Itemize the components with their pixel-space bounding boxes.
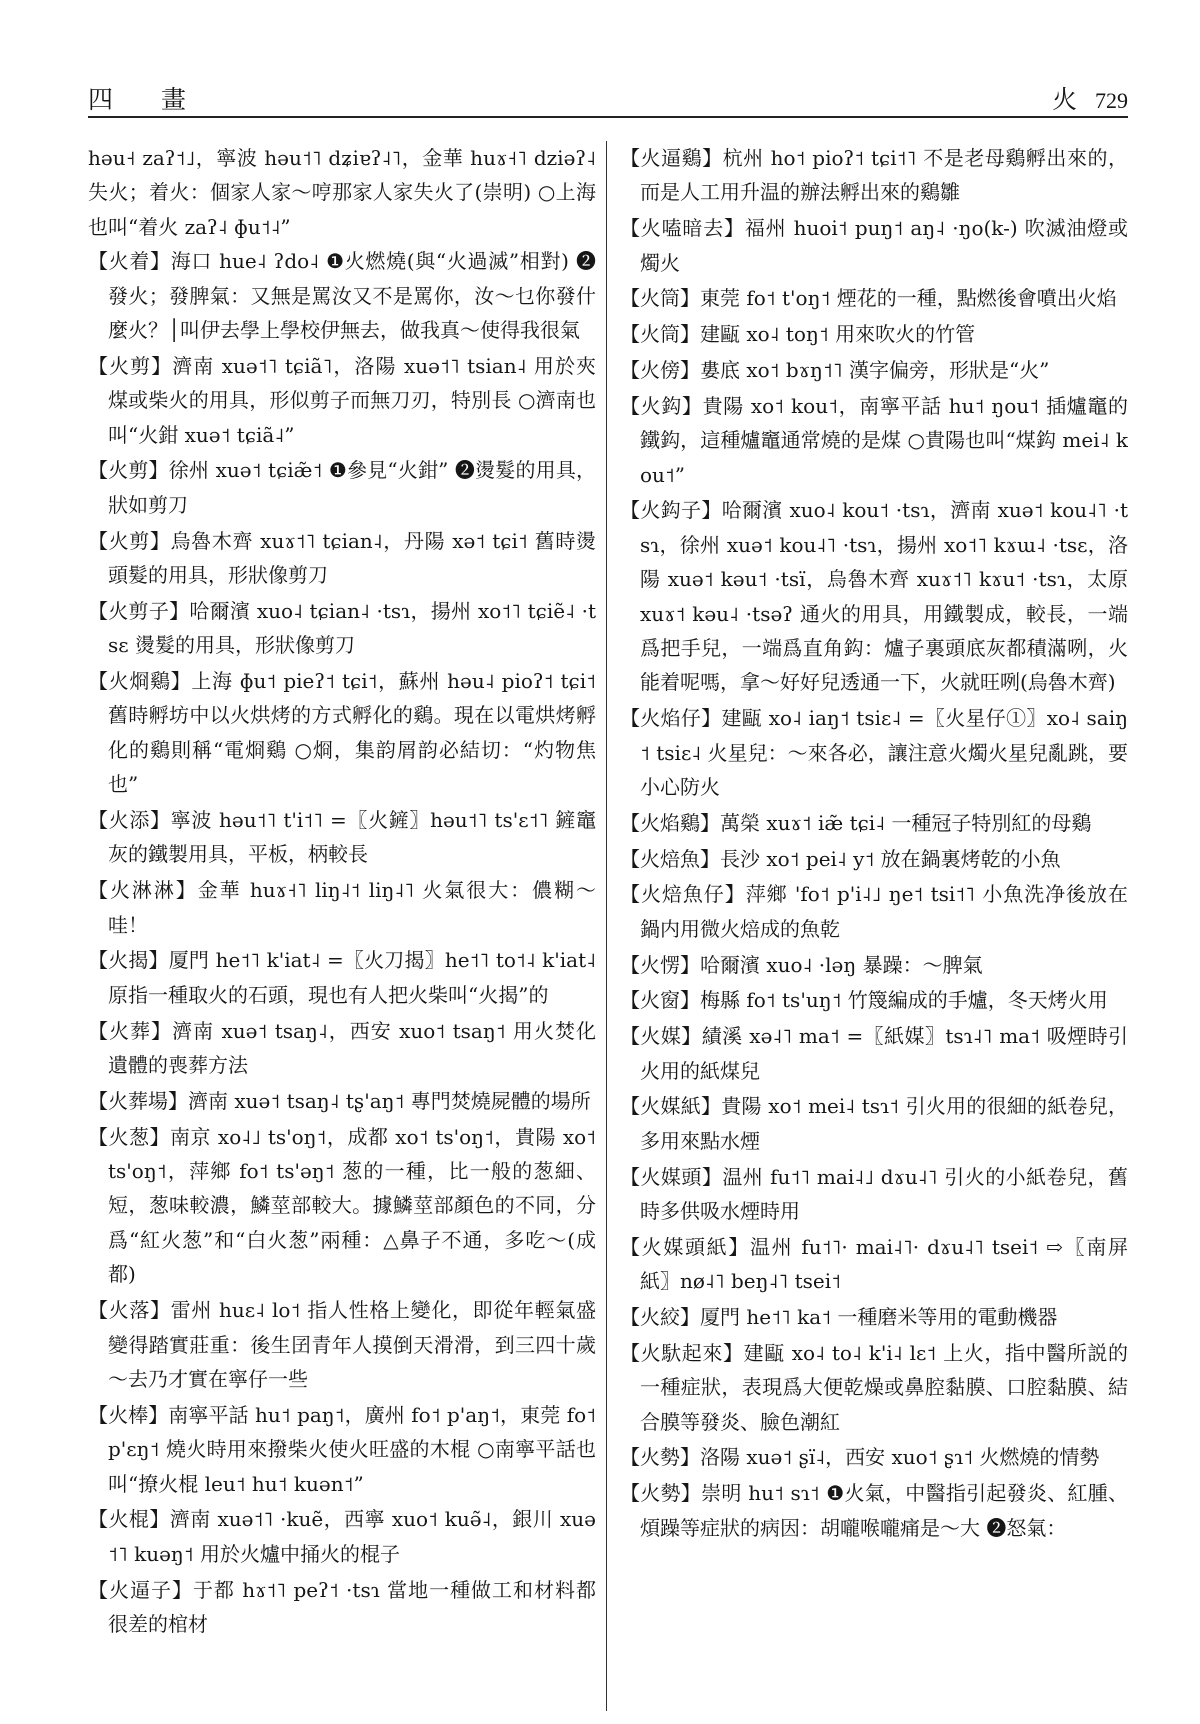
entry-headword: 【火筒】 xyxy=(620,286,700,311)
entry-headword: 【火添】 xyxy=(88,808,171,833)
header-rule xyxy=(88,116,1128,118)
entry-definition: 洛陽 xuǝ˦ ʂï˨，西安 xuo˦ ʂɿ˦ 火燃燒的情勢 xyxy=(700,1445,1100,1470)
entry-headword: 【火焰仔】 xyxy=(620,706,722,731)
dictionary-entry xyxy=(620,389,1128,492)
entry-headword: 【火鈎】 xyxy=(620,393,703,418)
dictionary-entry xyxy=(620,1440,1128,1474)
column-divider xyxy=(606,141,607,1711)
entry-headword: 【火筒】 xyxy=(620,322,700,347)
entry-definition: 濟南 xuǝ˦ tsaŋ˨，西安 xuo˦ tsaŋ˦ 用火焚化遺體的喪葬方法 xyxy=(108,1018,596,1078)
entry-definition: 温州 fu˦˥ mai˨˩ dɤu˨˥ 引火的小紙卷兒，舊時多供吸水煙時用 xyxy=(640,1164,1128,1224)
entry-headword: 【火馱起來】 xyxy=(620,1340,744,1365)
entry-definition: 長沙 xo˦ pei˨ y˦ 放在鍋裏烤乾的小魚 xyxy=(720,846,1061,871)
dictionary-entry xyxy=(620,1230,1128,1299)
dictionary-entry xyxy=(88,803,596,872)
entry-definition: 貴陽 xo˦ mei˨ tsɿ˦ 引火用的很細的紙卷兒，多用來點水煙 xyxy=(640,1094,1128,1153)
dictionary-entry xyxy=(620,842,1128,876)
entry-definition: 濟南 xuǝ˦ tsaŋ˨ tʂ'aŋ˦ 專門焚燒屍體的場所 xyxy=(188,1088,591,1113)
dictionary-entry xyxy=(620,1476,1128,1545)
entry-definition: 建甌 xo˨ to˨ k'i˨ lɛ˦ 上火，指中醫所説的一種症狀，表現爲大便乾燥或鼻腔黏膜、口腔黏膜、結合膜等發炎、臉色潮紅 xyxy=(640,1340,1128,1434)
dictionary-entry xyxy=(620,701,1128,804)
dictionary-entry xyxy=(620,211,1128,280)
head-character: 火 xyxy=(1051,85,1077,114)
dictionary-entry xyxy=(88,664,596,802)
entry-headword: 【火逼子】 xyxy=(88,1577,193,1602)
dictionary-entry xyxy=(88,1293,596,1396)
dictionary-entry xyxy=(88,1573,596,1642)
dictionary-entry xyxy=(620,877,1128,946)
entry-headword: 【火落】 xyxy=(88,1298,171,1323)
entry-headword: 【火愣】 xyxy=(620,952,700,977)
dictionary-entry xyxy=(88,524,596,593)
dictionary-entry xyxy=(620,983,1128,1017)
entry-definition: 濟南 xuǝ˦˥ ·kuẽ，西寧 xuo˦ kuǝ̃˨，銀川 xuǝ˦˥ kuǝŋ˦ 用於火爐中捅火的棍子 xyxy=(108,1507,596,1566)
dictionary-entry xyxy=(88,1014,596,1083)
dictionary-entry xyxy=(88,1398,596,1501)
entry-headword: 【火媒頭紙】 xyxy=(620,1234,750,1259)
entry-headword: 【火淋淋】 xyxy=(88,878,198,903)
entry-headword: 【火勢】 xyxy=(620,1445,700,1470)
entry-definition: 貴陽 xo˦ kou˦，南寧平話 hu˦ ŋou˦ 插爐竈的鐵鈎，這種爐竈通常燒的是煤 ○貴陽也叫“煤鈎 mei˨ kou˦” xyxy=(640,393,1128,487)
entry-definition: 建甌 xo˨ toŋ˦ 用來吹火的竹管 xyxy=(700,322,976,347)
dictionary-entry xyxy=(88,943,596,1012)
dictionary-entry xyxy=(620,353,1128,387)
entry-definition: 上海 ɸu˦ pieʔ˦ tɕi˦，蘇州 hǝu˨ pioʔ˦ tɕi˦ 舊時孵坊中以火烘烤的方式孵化的鷄。現在以電烘烤孵化的鷄則稱“電烱鷄 ○烱，集韵屑韵必結切：“灼物焦也” xyxy=(108,669,596,797)
entry-definition: 南京 xo˨˩ ts'oŋ˦，成都 xo˦ ts'oŋ˦，貴陽 xo˦ ts'oŋ˦，萍鄉 fo˦ ts'ǝŋ˦ 葱的一種，比一般的葱細、短，葱味較濃，鱗莖部較大。據鱗莖部顏色的不同，分爲“紅火葱”和“白火葱”兩種：△鼻子不通，多吃～(成都) xyxy=(108,1124,596,1287)
entry-definition: 萬榮 xuɤ˦ iæ̃ tɕi˨ 一種冠子特別紅的母鷄 xyxy=(720,810,1092,835)
dictionary-entry xyxy=(88,1084,596,1118)
dictionary-entry xyxy=(620,948,1128,982)
dictionary-entry xyxy=(88,453,596,522)
entry-headword: 【火揭】 xyxy=(88,948,169,973)
entry-definition: 于都 hɤ˦˥ peʔ˦ ·tsɿ 當地一種做工和材料都很差的棺材 xyxy=(108,1577,596,1636)
entry-headword: 【火傍】 xyxy=(620,358,700,382)
entry-headword: 【火葬場】 xyxy=(88,1088,188,1113)
entry-definition: 烏魯木齊 xuɤ˦˥ tɕian˨，丹陽 xǝ˦ tɕi˦ 舊時燙頭髮的用具，形狀像剪刀 xyxy=(108,528,596,588)
entry-headword: 【火絞】 xyxy=(620,1305,700,1330)
entry-definition: 雷州 huɛ˨ lo˦ 指人性格上變化，即從年輕氣盛變得踏實莊重：後生囝青年人摸倒天滑滑，到三四十歲～去乃才實在寧仔一些 xyxy=(108,1298,596,1391)
entry-headword: 【火剪子】 xyxy=(88,598,190,623)
dictionary-entry xyxy=(620,1019,1128,1088)
entry-definition: 濟南 xuǝ˦˥ tɕiã˥，洛陽 xuǝ˦˥ tsian˨ 用於夾煤或柴火的用具，形似剪子而無刀刃，特別長 ○濟南也叫“火鉗 xuǝ˦ tɕiã˨” xyxy=(108,353,596,447)
running-head xyxy=(1052,80,1128,116)
entry-headword: 【火媒頭】 xyxy=(620,1164,723,1189)
dictionary-entry xyxy=(88,349,596,452)
entry-headword: 【火窗】 xyxy=(620,988,700,1013)
entry-definition: 金華 huɤ˧˥ liŋ˨˦ liŋ˨˥ 火氣很大：儂糊～哇！ xyxy=(108,878,596,937)
entry-definition: 徐州 xuǝ˦ tɕiæ̃˦ ❶參見“火鉗” ❷燙髮的用具，狀如剪刀 xyxy=(108,458,596,517)
dictionary-entry xyxy=(88,244,596,347)
dictionary-entry xyxy=(620,1089,1128,1158)
dictionary-entry xyxy=(620,141,1128,210)
entry-headword: 【火嗑暗去】 xyxy=(620,216,745,241)
entry-headword: 【火棒】 xyxy=(88,1402,169,1427)
entry-definition: 哈爾濱 xuo˨ kou˦ ·tsɿ，濟南 xuǝ˦ kou˨˥ ·tsɿ，徐州 xuǝ˦ kou˨˥ ·tsɿ，揚州 xo˦˥ kɤɯ˨ ·tsɛ，洛陽 xuǝ˦ kǝu˦ ·tsï，烏魯木齊 xuɤ˦˥ kɤu˦ ·tsɿ，太原 xuɤ˦ kǝu˨ ·tsǝʔ 通火的用具，用鐵製成，較長，一端爲把手兒，一端爲直角鈎：爐子裏頭底灰都積滿咧，火能着呢嗎，拿～好好兒透通一下，火就旺咧(烏魯木齊) xyxy=(640,498,1128,695)
entry-definition: 寧波 hǝu˦˥ t'i˦˥ =〖火鏟〗hǝu˦˥ ts'ɛ˦˥ 鏟竈灰的鐵製用具，平板，柄較長 xyxy=(108,808,596,867)
dictionary-entry xyxy=(620,806,1128,840)
dictionary-entry xyxy=(88,1120,596,1292)
entry-headword: 【火逼鷄】 xyxy=(620,146,723,170)
entry-definition: 福州 huoi˦ puŋ˦ aŋ˨ ·ŋo(k-) 吹滅油燈或燭火 xyxy=(640,216,1128,275)
page-number: 729 xyxy=(1095,88,1128,113)
right-column xyxy=(620,141,1128,1711)
entry-headword: 【火葱】 xyxy=(88,1124,171,1149)
entry-definition: 哈爾濱 xuo˨ tɕian˨ ·tsɿ，揚州 xo˦˥ tɕiẽ˨ ·tsɛ 燙髮的用具，形狀像剪刀 xyxy=(108,598,596,658)
left-column xyxy=(88,141,596,1711)
entry-headword: 【火媒】 xyxy=(620,1024,702,1049)
entry-definition: 梅縣 fo˦ ts'uŋ˦ 竹篾編成的手爐，冬天烤火用 xyxy=(700,988,1108,1013)
entry-headword: 【火棍】 xyxy=(88,1507,170,1532)
entry-definition: 崇明 hu˦ sɿ˦ ❶火氣，中醫指引起發炎、紅腫、煩躁等症狀的病因：胡嚨喉嚨痛是～大 ❷怒氣： xyxy=(640,1481,1128,1540)
dictionary-entry xyxy=(88,873,596,942)
entry-definition: 海口 hue˨ ʔdo˨ ❶火燃燒(與“火過滅”相對) ❷發火；發脾氣：又無是罵汝又不是罵你，汝～乜你發什麼火？│叫伊去學上學校伊無去，做我真～使得我很氣 xyxy=(108,249,596,343)
entry-headword: 【火媒紙】 xyxy=(620,1094,722,1119)
entry-definition: 萍鄉 'fo˦ p'i˨˩ ŋe˦ tsi˦˥ 小魚洗净後放在鍋内用微火焙成的魚乾 xyxy=(640,882,1128,941)
dictionary-entry xyxy=(620,1300,1128,1334)
entry-headword: 【火剪】 xyxy=(88,458,169,483)
entry-definition: 婁底 xo˦ bɤŋ˦˥ 漢字偏旁，形狀是“火” xyxy=(700,358,1050,382)
dictionary-entry xyxy=(620,1160,1128,1229)
entry-definition: 杭州 ho˦ pioʔ˦ tɕi˦˥ 不是老母鷄孵出來的，而是人工用升温的辦法孵出來的鷄雛 xyxy=(640,146,1128,205)
entry-headword: 【火葬】 xyxy=(88,1018,173,1043)
entry-headword: 【火剪】 xyxy=(88,353,173,378)
entry-headword: 【火焙魚仔】 xyxy=(620,882,746,907)
page-header xyxy=(88,80,1128,114)
entry-headword: 【火着】 xyxy=(88,249,171,274)
dictionary-entry xyxy=(620,493,1128,699)
entry-headword: 【火焰鷄】 xyxy=(620,810,720,835)
dictionary-entry xyxy=(88,594,596,663)
entry-headword: 【火焙魚】 xyxy=(620,846,720,871)
entry-headword: 【火烱鷄】 xyxy=(88,669,192,694)
entry-definition: 績溪 xǝ˨˥ ma˦ =〖紙媒〗tsɿ˨˥ ma˦ 吸煙時引火用的紙煤兒 xyxy=(640,1024,1128,1083)
entry-definition: 東莞 fo˦ t'oŋ˦ 煙花的一種，點燃後會噴出火焰 xyxy=(700,286,1117,311)
entry-definition: 温州 fu˦˥· mai˨˥· dɤu˨˥ tsei˦ ⇨〖南屏紙〗nø˨˥ beŋ˨˥ tsei˦ xyxy=(640,1234,1128,1294)
entry-definition: 厦門 he˦˥ ka˦ 一種磨米等用的電動機器 xyxy=(700,1305,1058,1330)
entry-headword: 【火剪】 xyxy=(88,528,171,553)
entry-definition: 厦門 he˦˥ k'iat˨ =〖火刀揭〗he˦˥ to˦˨ k'iat˨ 原指一種取火的石頭，現也有人把火柴叫“火揭”的 xyxy=(108,948,596,1007)
entry-definition: 南寧平話 hu˦ paŋ˦，廣州 fo˦ p'aŋ˦，東莞 fo˦ p'ɛŋ˦ 燒火時用來撥柴火使火旺盛的木棍 ○南寧平話也叫“撩火棍 leu˦ hu˦ kuǝn˦” xyxy=(108,1402,596,1496)
entry-headword: 【火勢】 xyxy=(620,1481,702,1506)
continuation-text: hǝu˧ zaʔ˦˩，寧波 hǝu˦˥ dʑiɐʔ˨˥，金華 huɤ˧˥ dziǝʔ˨ 失火；着火：個家人家～哼那家人家失火了(崇明) ○上海也叫“着火 zaʔ˨ ɸu˦˨” xyxy=(88,146,596,239)
dictionary-entry xyxy=(620,281,1128,315)
dictionary-entry xyxy=(620,1336,1128,1439)
dictionary-entry xyxy=(620,317,1128,351)
entry-definition: 建甌 xo˨ iaŋ˦ tsiɛ˨ =〖火星仔①〗xo˨ saiŋ˦ tsiɛ˨ 火星兒：～來各必，讓注意火燭火星兒亂跳，要小心防火 xyxy=(640,706,1128,800)
entry-definition: 哈爾濱 xuo˨ ·lǝŋ 暴躁：～脾氣 xyxy=(700,952,983,977)
dictionary-entry xyxy=(88,1502,596,1571)
entry-headword: 【火鈎子】 xyxy=(620,498,722,523)
section-title: 四 畫 xyxy=(88,85,206,114)
